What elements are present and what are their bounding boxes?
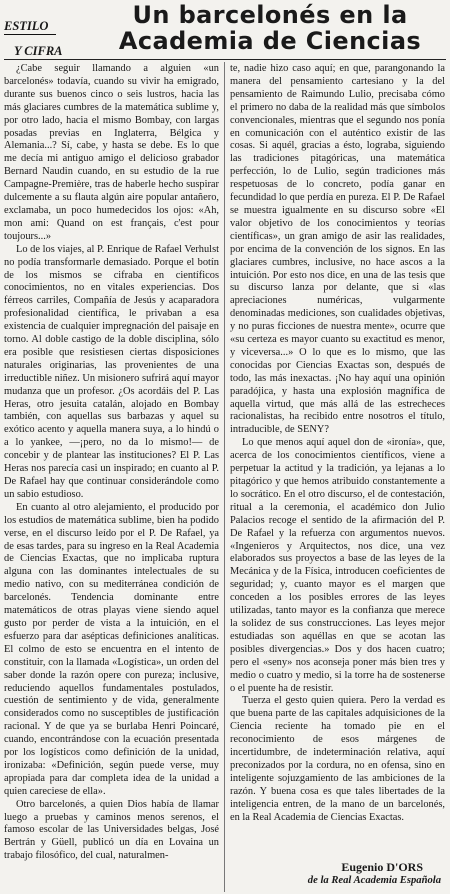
paragraph: te, nadie hizo caso aquí; en que, parangonando la manera del pensamiento cartesiano y la del pensamiento de Raimundo Lulio, precisaba cómo el primero no daba de la realidad más que símbolos convencionales, mientras que el segundo nos ponía en comunicación con el auténtico existir de las cosas. Si aquél, gracias a ésto, lograba, siguiendo las tradiciones pitagóricas, una matemática perfección, lo de Lulio, según tradiciones más respetuosas de lo concreto, podía ganar en fecundidad lo que perdía en pureza. El P. De Rafael se muestra igualmente en su discurso sobre «El valor objetivo de los conocimientos y teorías científicas», un gran amigo de asir las realidades, por encima de la convención de los signos. En las glaciares cumbres, inclusive, no hace ascos a la intuición. Por esto nos dice, en una de las tesis que su discurso lanza por delante, que si «las apreciaciones numéricas, vulgarmente denominadas mediciones, son cualidades objetivas, y no puras ficciones de nuestra mente», ocurre que «su certeza es mayor cuanto su exactitud es menor, y viceversa...» O lo que es lo mismo, que las conocidas por Ciencias Exactas son, después de todo, las más inexactas. ¡No hay aquí una opinión paradójica, y hasta una explosión magnífica de aquella virtud, que más allá de las estrecheces racionalistas, ha recibido entre nosotros el título, intraducible, de SENY? — [230, 63, 445, 436]
headline-line1: Un barcelonés en la — [132, 1, 408, 29]
author-affiliation: de la Real Academia Española — [307, 875, 441, 886]
right-column — [230, 63, 445, 891]
left-column — [4, 63, 219, 891]
section-label-line1: ESTILO — [4, 20, 56, 35]
paragraph: ¿Cabe seguir llamando a alguien «un barcelonés» todavía, cuando su vivir ha emigrado, durante sus buenos cinco o seis lustros, hacia las más glaciares cumbres de la matemática sublime y, por otro lado, hacia el mismo Bombay, con largas posadas previas en Inglaterra, Bélgica y Alemania...? Sí, cabe, y hasta se debe. Es lo que me decía mi antiguo amigo el delicioso grabador Bernard Naudin cuando, en su estudio de la rue Campagne-Première, tras de haberle hecho suspirar dulcemente a su flauta algún aire popular antañero, exclamaba, un poco humedecidos los ojos: «Ah, mon ami: Quand on est français, c'est pour toujours...» — [4, 63, 219, 242]
paragraph: En cuanto al otro alejamiento, el producido por los estudios de matemática sublime, bien ha podido verse, en el discurso leído por el P. De Rafael, ya de esas tardes, para su ingreso en la Real Academia de Ciencias Exactas, que no implicaba ruptura alguna con las dominantes intelectuales de su medio nativo, con su mediterránea condición de barcelonés. Tendencia dominante entre matemáticos de otras playas viene siendo aquel gusto por perder de vista a la intuición, en el esfuerzo para dar asépticas definiciones analíticas. El colmo de esto se encuentra en el intento de constituir, con la llamada «Logística», un orden del saber donde la razón opere con pureza; inclusive, reduciendo aquellos fundamentales postulados, cuestión de sentimiento y de vida, generalmente considerados como no susceptibles de justificación racional. Y de que ya se burlaba Henri Poincaré, cuando, encontrándose con la ecuación presentada por los logísticos como definición de la unidad, ironizaba: «Definición, según puede verse, muy apropiada para dar completa idea de la unidad a quien careciese de ella». — [4, 501, 219, 797]
headline — [92, 2, 448, 54]
section-label-line2: Y CIFRA — [14, 44, 63, 58]
section-label — [4, 20, 94, 58]
author-name: Eugenio D'ORS — [341, 860, 423, 874]
column-separator — [224, 62, 225, 892]
paragraph: Lo de los viajes, al P. Enrique de Rafael Verhulst no podía transformarle demasiado. Porque el botín de los mismos se cifraba en científicos conocimientos, no en vitales experiencias. Dos férreos carriles, Compañía de Jesús y acaparadora profesionalidad científica, le privaban a esa existencia de cualquier impregnación del paisaje en torno. Al doble castigo de la doble disciplina, sólo era posible que resistiesen ciertas disposiciones naturales originarias, las provenientes de una irreductible niñez. Un misionero sufrirá aquí mayor mudanza que un profesor. ¿Os acordáis del P. Las Heras, otro jesuita catalán, alojado en Bombay también, con aquellas sus barbazas y aquel su exótico acento y aquella manera suya, a lo hindú o a lo yankee, —¡pero, no da lo mismo!— de concebir y de plantear las instituciones? El P. Las Heras nos parecía casi un inspirado; en cuanto al P. De Rafael hay que continuar considerándole como un sabio estudioso. — [4, 243, 219, 500]
headline-line2: Academia de Ciencias — [118, 27, 422, 55]
paragraph: Otro barcelonés, a quien Dios había de llamar luego a pruebas y caminos menos serenos, el famoso escolar de las Universidades belgas, José Bertrán y Güell, publicó un día en Lovaina un trabajo filosófico, del cual, naturalmen- — [4, 798, 219, 862]
header-rule — [4, 59, 446, 60]
paragraph: Tuerza el gesto quien quiera. Pero la verdad es que buena parte de las capitales adquisiciones de la Ciencia reciente ha tomado pie en el reconocimiento de esos márgenes de incertidumbre, de indeterminación relativa, aquí preconizados por la cordura, no en ofensa, sino en inteligente sojuzgamiento de las ambiciones de la razón. Y buena cosa es que tales libertades de la inteligencia entren, de la mano de un barcelonés, en la Real Academia de Ciencias Exactas. — [230, 695, 445, 823]
byline — [230, 860, 445, 887]
paragraph: Lo que menos aquí aquel don de «ironía», que, acerca de los conocimientos científicos, viene a perpetuar la actitud y la tradición, ya lejanas a lo pitagórico y que hemos atribuido constantemente a lo socrático. En el otro discurso, el de contestación, ritual a la ceremonia, el académico don Julio Palacios recoge el sentido de la afirmación del P. De Rafael y la refuerza con argumentos nuevos. «Ingenieros y Arquitectos, nos dice, una vez elaborados sus proyectos a base de las leyes de la Mecánica y de la Física, introducen coeficientes de seguridad; y, cuanto mayor es el margen que conceden a los posibles errores de las leyes utilizadas, tanto mayor es la confianza que merece la solidez de sus construcciones. Las leyes mejor estudiadas son aquéllas en que se acotan las posibles divergencias.» Dos y dos hacen cuatro; pero el «seny» nos aconseja poner más bien tres y medio o cuatro y medio, si la torre ha de sostenerse o el puente ha de resistir. — [230, 437, 445, 694]
